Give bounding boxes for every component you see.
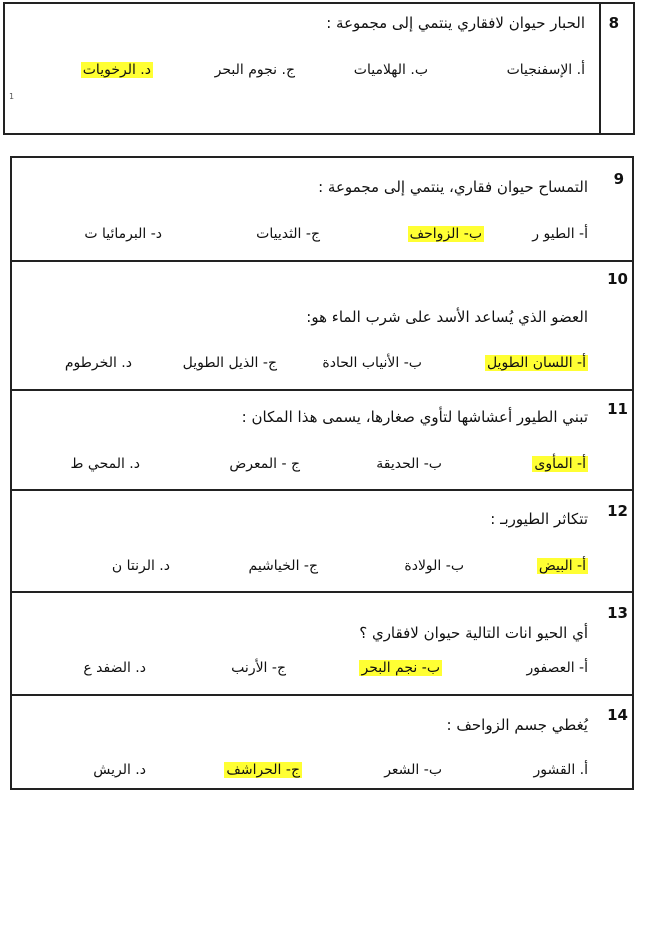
option-d: د. الريش [93,762,146,778]
correct-answer-highlight: د. الرخويات [82,62,151,78]
correct-answer-highlight: أ- البيض [538,558,586,574]
question-number: 10 [607,270,628,288]
number-column-divider [599,4,601,133]
correct-answer-highlight: أ- المأوى [534,456,586,472]
question-number: 9 [613,170,624,188]
option-d: د. الضفد ع [83,660,146,676]
option-c: ج- الأرنب [231,660,286,676]
question-number: 11 [607,400,628,418]
row-divider [12,389,632,391]
option-a: أ. الإسفنجيات [506,62,585,78]
option-a: أ. القشور [533,762,588,778]
question-number: 13 [607,604,628,622]
option-b: ب- الولادة [404,558,464,574]
option-d: د. الخرطوم [64,355,132,371]
correct-answer-highlight: ج- الحراشف [226,762,300,778]
option-b: ب- الحديقة [376,456,442,472]
option-c: ج - المعرض [229,456,300,472]
option-c: ج- الذيل الطويل [182,355,277,371]
option-a: أ- الطيو ر [532,226,588,242]
question-text: تتكاثر الطيوربـ : [490,510,588,528]
option-a [532,456,588,472]
option-d [81,62,153,78]
row-divider [12,260,632,262]
option-c: ج- الخياشيم [248,558,318,574]
option-d: د. المحي ط [70,456,140,472]
correct-answer-highlight: ب- الزواحف [409,226,482,242]
option-b [408,226,484,242]
question-text: تبني الطيور أعشاشها لتأوي صغارها، يسمى هذا المكان : [241,408,588,426]
question-number: 14 [607,706,628,724]
option-d: د- البرمائيا ت [84,226,162,242]
option-b: ب- الشعر [384,762,442,778]
margin-mark: 1 [9,92,15,101]
correct-answer-highlight: أ- اللسان الطويل [486,355,586,371]
option-c [224,762,302,778]
question-text: العضو الذي يُساعد الأسد على شرب الماء هو: [306,308,588,326]
question-text: الحبار حيوان لافقاري ينتمي إلى مجموعة : [326,14,585,32]
question-text: التمساح حيوان فقاري، ينتمي إلى مجموعة : [318,178,588,196]
question-table-1 [3,2,635,135]
option-a [537,558,588,574]
option-a [485,355,588,371]
question-table-2 [10,156,634,790]
option-d: د. الرنتا ن [111,558,170,574]
correct-answer-highlight: ب- نجم البحر [361,660,440,676]
question-number: 8 [608,14,619,32]
option-b: ب. الهلاميات [353,62,428,78]
option-b: ب- الأنياب الحادة [322,355,422,371]
row-divider [12,591,632,593]
question-number: 12 [607,502,628,520]
option-b [359,660,442,676]
row-divider [12,694,632,696]
question-text: أي الحيو انات التالية حيوان لافقاري ؟ [359,624,588,642]
option-a: أ- العصفور [526,660,588,676]
option-c: ج. نجوم البحر [214,62,295,78]
option-c: ج- الثدييات [256,226,320,242]
row-divider [12,489,632,491]
question-text: يُغطي جسم الزواحف : [446,716,588,734]
